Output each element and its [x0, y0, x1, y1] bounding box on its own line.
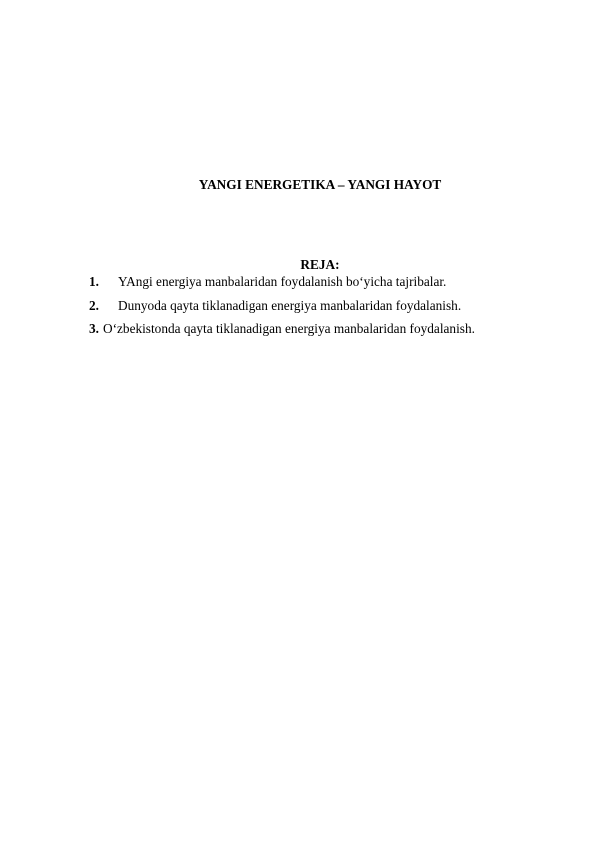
plan-item-1 — [89, 274, 569, 298]
plan-item-2 — [89, 298, 569, 322]
plan-item-number: 2. — [89, 297, 99, 313]
plan-heading: REJA: — [300, 257, 340, 272]
plan-item-number: 3. — [89, 321, 99, 336]
plan-item-text: Dunyoda qayta tiklanadigan energiya manbalaridan foydalanish. — [118, 297, 462, 313]
plan-item-number: 1. — [89, 274, 99, 289]
plan-item-text: O‘zbekistonda qayta tiklanadigan energiya manbalaridan foydalanish. — [102, 321, 475, 336]
plan-list — [89, 274, 569, 345]
plan-item-text: YAngi energiya manbalaridan foydalanish bo‘yicha tajribalar. — [118, 274, 447, 289]
document-title: YANGI ENERGETIKA – YANGI HAYOT — [198, 177, 442, 192]
plan-item-3 — [89, 321, 569, 345]
